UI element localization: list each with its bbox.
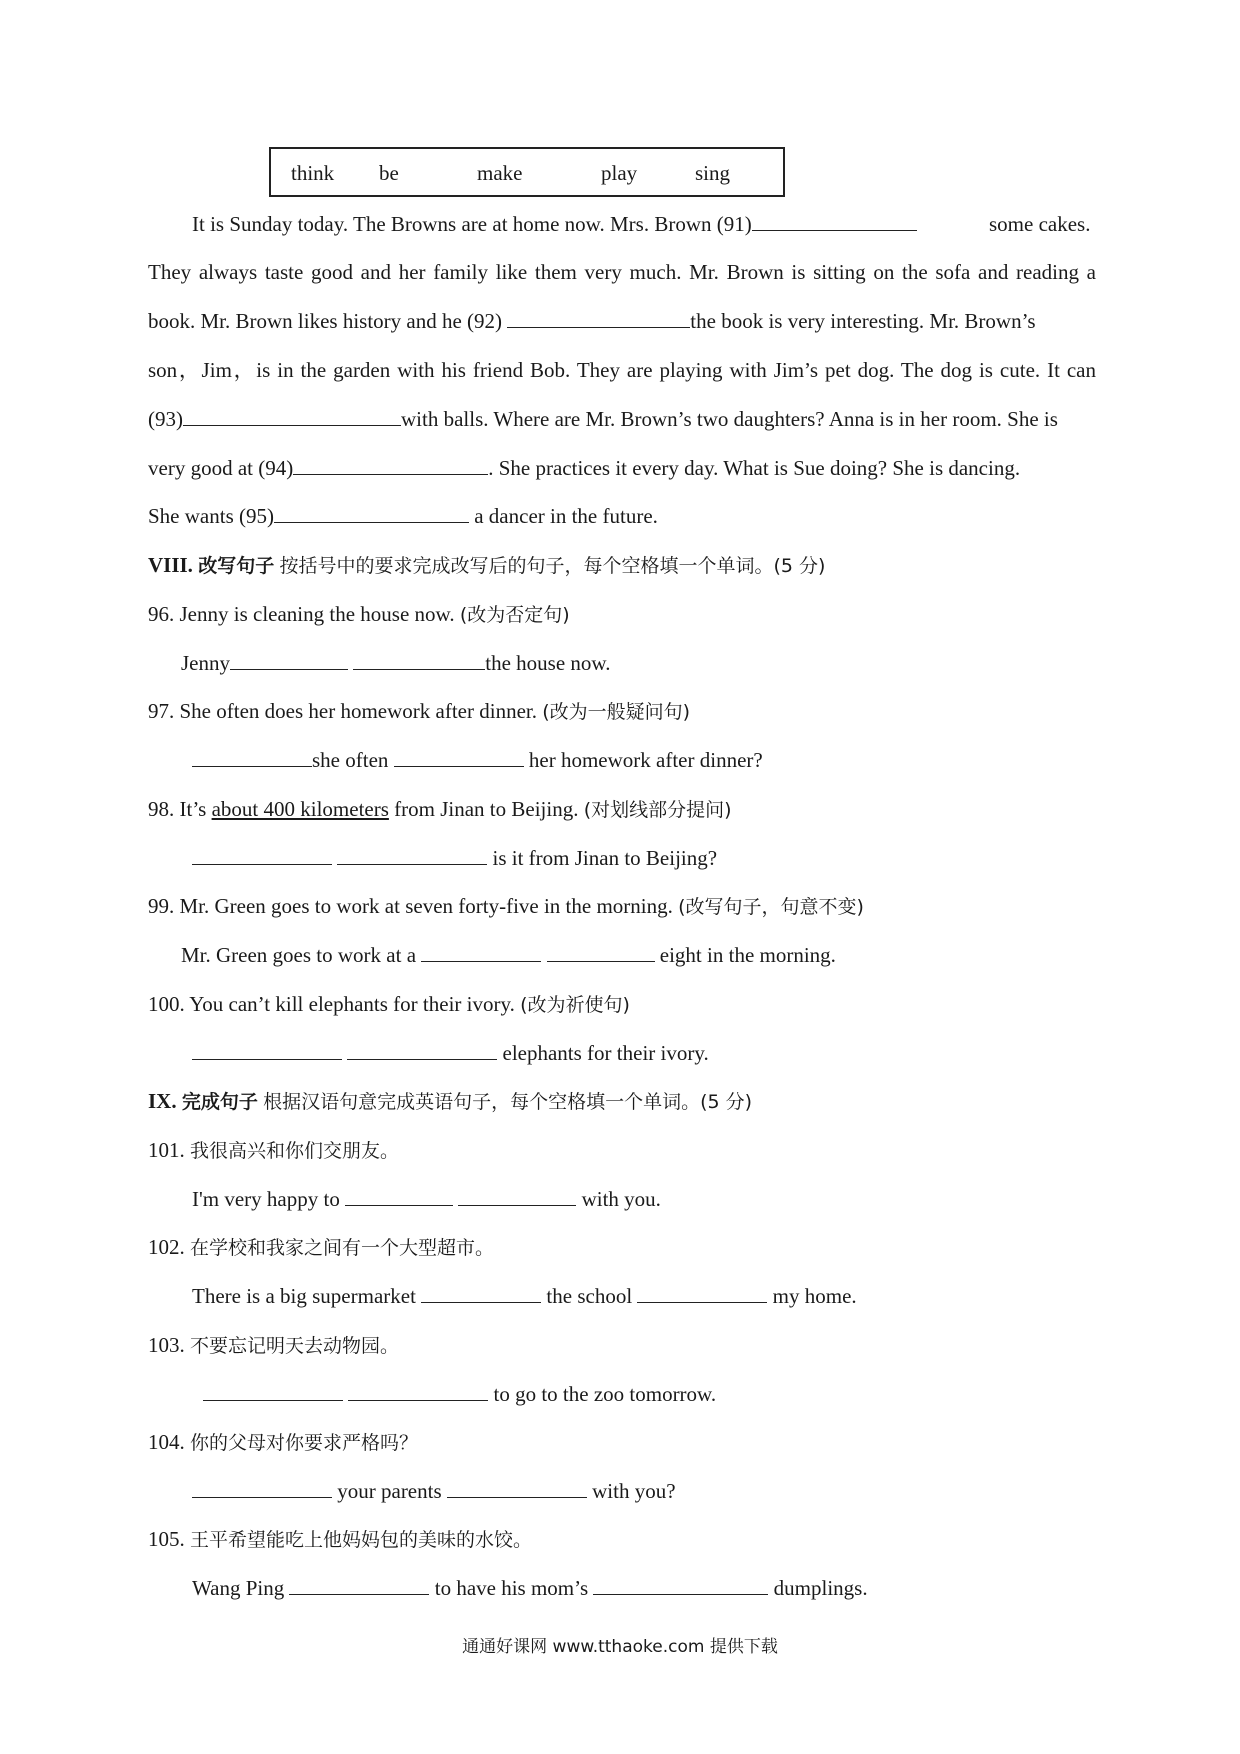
answer-blank[interactable] (192, 844, 332, 865)
answer-blank[interactable] (348, 1380, 488, 1401)
answer-line-103 (203, 1380, 716, 1408)
underlined-part: about 400 kilometers (211, 797, 389, 821)
passage-text: It is Sunday today. The Browns are at home now. Mrs. Brown (91) (192, 212, 752, 236)
question-103 (148, 1331, 399, 1360)
answer-text: to go to the zoo tomorrow. (493, 1382, 717, 1406)
passage-text: She wants (95) (148, 504, 274, 528)
blank-92[interactable] (507, 307, 690, 328)
question-100 (148, 990, 630, 1019)
question-number: 104. (148, 1430, 185, 1454)
answer-text: dumplings. (773, 1576, 868, 1600)
blank-94[interactable] (293, 454, 488, 475)
word-bank-item: make (477, 161, 523, 185)
answer-blank[interactable] (192, 746, 312, 767)
page-footer: 通通好课网 www.tthaoke.com 提供下载 (462, 1637, 778, 1657)
question-number: 102. (148, 1235, 185, 1259)
answer-text: the school (546, 1284, 633, 1308)
answer-blank[interactable] (447, 1477, 587, 1498)
answer-blank[interactable] (353, 649, 485, 670)
passage-text: some cakes. (989, 212, 1091, 236)
answer-blank[interactable] (347, 1039, 497, 1060)
answer-blank[interactable] (337, 844, 487, 865)
answer-text: elephants for their ivory. (502, 1041, 709, 1065)
word-bank-item: play (601, 161, 638, 185)
question-number: 105. (148, 1527, 185, 1551)
passage-text: book. Mr. Brown likes history and he (92) (148, 309, 503, 333)
answer-text: your parents (337, 1479, 442, 1503)
answer-line-97 (192, 746, 763, 774)
answer-blank[interactable] (421, 941, 541, 962)
answer-blank[interactable] (203, 1380, 343, 1401)
question-requirement: (对划线部分提问) (583, 799, 732, 821)
question-text: from Jinan to Beijing. (388, 797, 584, 821)
question-text: 97. She often does her homework after dinner. (148, 699, 543, 723)
passage-text: with balls. Where are Mr. Brown’s two daughters? Anna is in her room. She is (401, 407, 1058, 431)
answer-line-99 (181, 941, 836, 969)
blank-91[interactable] (752, 210, 917, 231)
answer-text: Wang Ping (192, 1576, 285, 1600)
question-102 (148, 1233, 494, 1262)
section-instruction: 按括号中的要求完成改写后的句子，每个空格填一个单词。(5 分) (279, 555, 826, 577)
section-title: 改写句子 (198, 555, 275, 577)
question-requirement: (改为否定句) (459, 604, 570, 626)
answer-blank[interactable] (192, 1477, 332, 1498)
answer-text: the house now. (485, 651, 611, 675)
answer-blank[interactable] (230, 649, 348, 670)
answer-blank[interactable] (192, 1039, 342, 1060)
answer-line-104 (192, 1477, 676, 1505)
word-bank-item: think (291, 161, 335, 185)
answer-blank[interactable] (637, 1282, 767, 1303)
blank-95[interactable] (274, 502, 469, 523)
answer-text: with you? (592, 1479, 676, 1503)
question-text: 96. Jenny is cleaning the house now. (148, 602, 460, 626)
question-chinese: 在学校和我家之间有一个大型超市。 (190, 1237, 495, 1259)
answer-text: I'm very happy to (192, 1187, 340, 1211)
passage-text: (93) (148, 407, 183, 431)
answer-text: my home. (772, 1284, 857, 1308)
question-chinese: 不要忘记明天去动物园。 (190, 1335, 400, 1357)
answer-blank[interactable] (593, 1574, 768, 1595)
answer-line-105 (192, 1574, 868, 1602)
word-bank-item: be (379, 161, 399, 185)
answer-text: with you. (581, 1187, 661, 1211)
passage-line (148, 307, 1036, 335)
blank-93[interactable] (183, 405, 401, 426)
passage-line (192, 210, 917, 238)
answer-blank[interactable] (458, 1185, 576, 1206)
answer-line-98 (192, 844, 717, 872)
question-text: 98. It’s (148, 797, 212, 821)
section-number: IX. (148, 1089, 177, 1113)
word-bank-box (269, 147, 785, 197)
question-number: 101. (148, 1138, 185, 1162)
question-number: 103. (148, 1333, 185, 1357)
section-instruction: 根据汉语句意完成英语句子，每个空格填一个单词。(5 分) (263, 1091, 753, 1113)
passage-line (148, 405, 1058, 433)
question-chinese: 你的父母对你要求严格吗？ (190, 1432, 419, 1454)
answer-text: is it from Jinan to Beijing? (492, 846, 718, 870)
passage-text: the book is very interesting. Mr. Brown’s (690, 309, 1036, 333)
answer-line-102 (192, 1282, 857, 1310)
question-text: 99. Mr. Green goes to work at seven forty-five in the morning. (148, 894, 679, 918)
question-chinese: 王平希望能吃上他妈妈包的美味的水饺。 (190, 1529, 533, 1551)
section-number: VIII. (148, 553, 193, 577)
section-title: 完成句子 (181, 1091, 258, 1113)
passage-text: . She practices it every day. What is Sue doing? She is dancing. (488, 456, 1021, 480)
answer-blank[interactable] (289, 1574, 429, 1595)
question-104 (148, 1428, 418, 1457)
question-96 (148, 600, 570, 629)
passage-line (148, 502, 658, 530)
answer-text: There is a big supermarket (192, 1284, 416, 1308)
passage-text: a dancer in the future. (474, 504, 658, 528)
answer-text: Mr. Green goes to work at a (181, 943, 417, 967)
question-requirement: (改写句子，句意不变) (678, 896, 864, 918)
answer-text: Jenny (181, 651, 230, 675)
answer-line-96 (181, 649, 610, 677)
answer-line-100 (192, 1039, 709, 1067)
answer-text: to have his mom’s (434, 1576, 589, 1600)
answer-blank[interactable] (547, 941, 655, 962)
question-99 (148, 892, 864, 921)
question-101 (148, 1136, 399, 1165)
answer-text: she often (312, 748, 389, 772)
question-98 (148, 795, 732, 824)
section-heading-9 (148, 1087, 752, 1116)
question-requirement: (改为祈使句) (520, 994, 630, 1016)
section-heading-8 (148, 551, 825, 580)
question-chinese: 我很高兴和你们交朋友。 (190, 1140, 400, 1162)
passage-line: son，Jim，is in the garden with his friend Bob. They are playing with Jim’s pet dog. The dog is cute. It can (148, 358, 1096, 382)
question-requirement: (改为一般疑问句) (542, 701, 691, 723)
answer-line-101 (192, 1185, 661, 1213)
answer-blank[interactable] (345, 1185, 453, 1206)
passage-text: very good at (94) (148, 456, 294, 480)
answer-text: eight in the morning. (659, 943, 836, 967)
passage-line: They always taste good and her family like them very much. Mr. Brown is sitting on the sofa and reading a (148, 260, 1096, 284)
word-bank-item: sing (695, 161, 731, 185)
answer-text: her homework after dinner? (528, 748, 763, 772)
answer-blank[interactable] (421, 1282, 541, 1303)
question-97 (148, 697, 690, 726)
passage-line (148, 454, 1020, 482)
question-text: 100. You can’t kill elephants for their ivory. (148, 992, 521, 1016)
answer-blank[interactable] (394, 746, 524, 767)
question-105 (148, 1525, 532, 1554)
